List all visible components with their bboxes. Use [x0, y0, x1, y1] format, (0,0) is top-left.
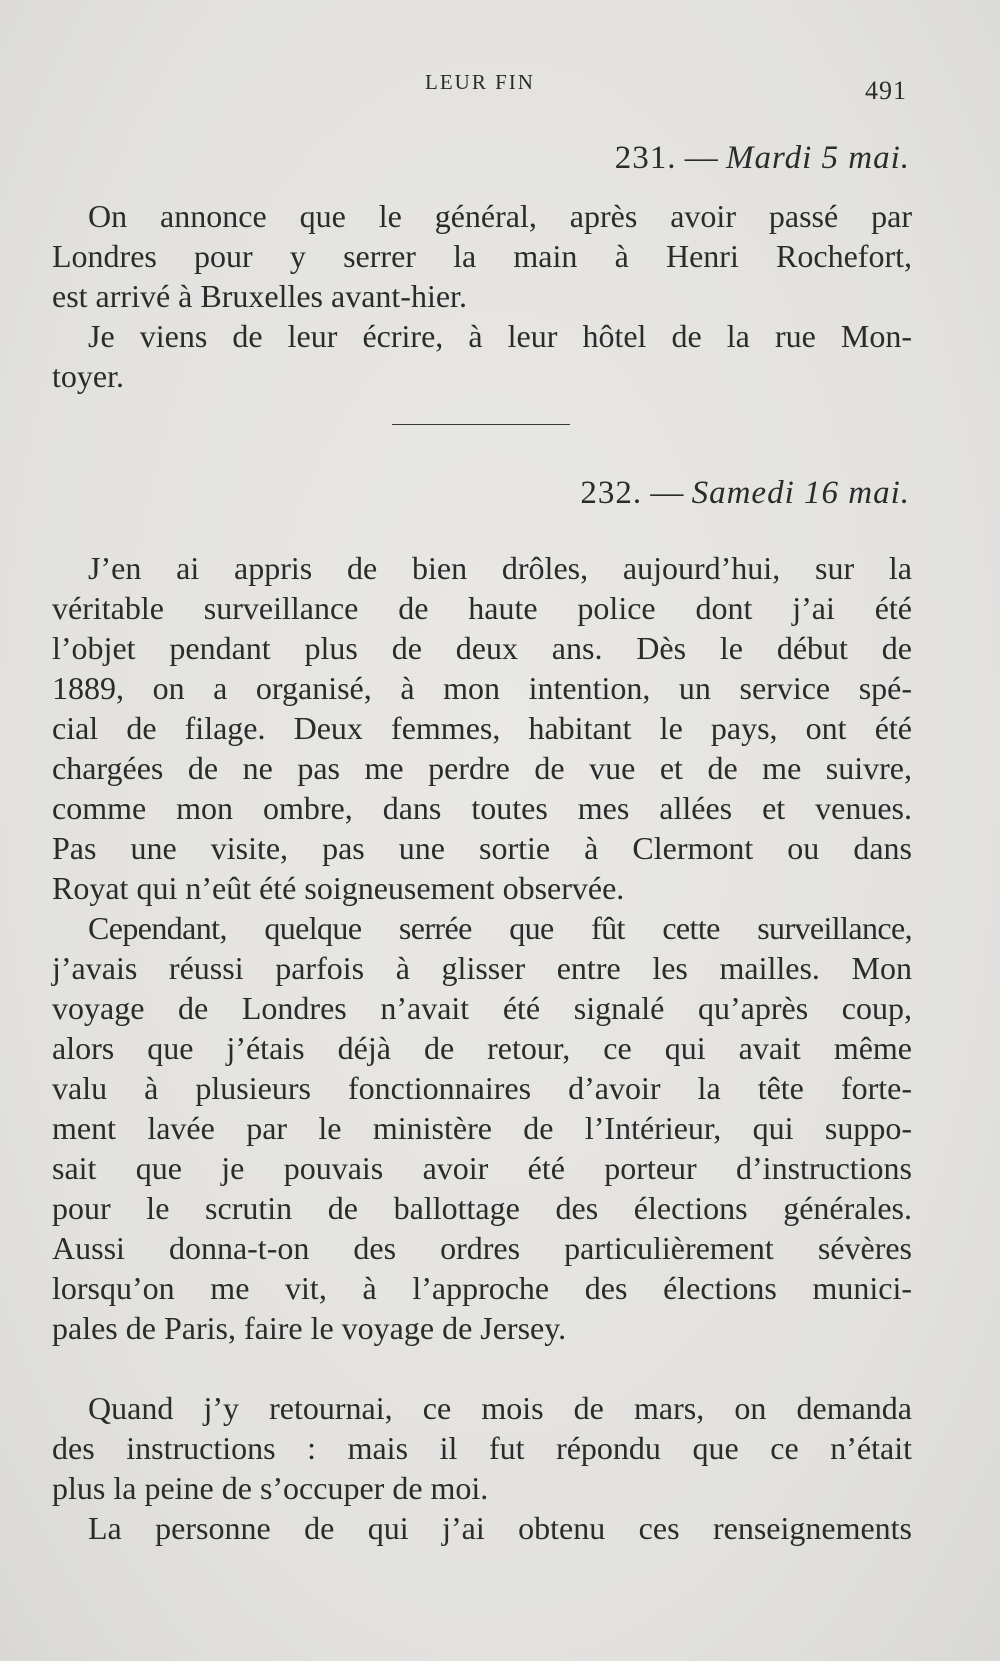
entry-dash: —: [684, 140, 718, 176]
text-line: l’objet pendant plus de deux ans. Dès le début de: [52, 630, 912, 666]
entry-number: 231.: [614, 140, 677, 176]
text-line: véritable surveillance de haute police dont j’ai été: [52, 590, 912, 626]
text-line: La personne de qui j’ai obtenu ces renseignements: [88, 1510, 912, 1546]
text-line: cial de filage. Deux femmes, habitant le pays, ont été: [52, 710, 912, 746]
entry-date: Mardi 5 mai.: [725, 140, 910, 176]
text-line: lorsqu’on me vit, à l’approche des élections munici-: [52, 1270, 912, 1306]
text-line: des instructions : mais il fut répondu que ce n’était: [52, 1430, 912, 1466]
running-head: [0, 70, 1000, 105]
text-line: comme mon ombre, dans toutes mes allées et venues.: [52, 790, 912, 826]
entry-date: Samedi 16 mai.: [691, 475, 910, 511]
text-line: voyage de Londres n’avait été signalé qu’après coup,: [52, 990, 912, 1026]
text-line: toyer.: [52, 358, 124, 394]
text-line: Londres pour y serrer la main à Henri Rochefort,: [52, 238, 912, 274]
text-line: alors que j’étais déjà de retour, ce qui avait même: [52, 1030, 912, 1066]
entry-dash: —: [650, 475, 684, 511]
text-line: Pas une visite, pas une sortie à Clermont ou dans: [52, 830, 912, 866]
entry-number: 232.: [580, 475, 643, 511]
page-number: 491: [865, 76, 907, 105]
text-line: est arrivé à Bruxelles avant-hier.: [52, 278, 467, 314]
text-line: Aussi donna-t-on des ordres particulièrement sévères: [52, 1230, 912, 1266]
section-divider: [392, 424, 570, 425]
running-title: LEUR FIN: [425, 70, 535, 94]
text-line: pour le scrutin de ballottage des élections générales.: [52, 1190, 912, 1226]
text-line: pales de Paris, faire le voyage de Jersey.: [52, 1310, 567, 1346]
text-line: On annonce que le général, après avoir passé par: [88, 198, 912, 234]
text-line: sait que je pouvais avoir été porteur d’instructions: [52, 1150, 912, 1186]
text-line: 1889, on a organisé, à mon intention, un service spé-: [52, 670, 912, 706]
entry-heading-231: [0, 140, 910, 177]
text-line: J’en ai appris de bien drôles, aujourd’hui, sur la: [88, 550, 912, 586]
entry-heading-232: [0, 475, 910, 512]
text-line: valu à plusieurs fonctionnaires d’avoir la tête forte-: [52, 1070, 912, 1106]
text-line: ment lavée par le ministère de l’Intérieur, qui suppo-: [52, 1110, 912, 1146]
text-line: plus la peine de s’occuper de moi.: [52, 1470, 489, 1506]
text-line: Quand j’y retournai, ce mois de mars, on demanda: [88, 1390, 912, 1426]
text-line: Cependant, quelque serrée que fût cette surveillance,: [88, 910, 912, 946]
text-line: chargées de ne pas me perdre de vue et de me suivre,: [52, 750, 912, 786]
text-line: j’avais réussi parfois à glisser entre les mailles. Mon: [52, 950, 912, 986]
text-line: Je viens de leur écrire, à leur hôtel de la rue Mon-: [88, 318, 912, 354]
text-line: Royat qui n’eût été soigneusement observée.: [52, 870, 625, 906]
